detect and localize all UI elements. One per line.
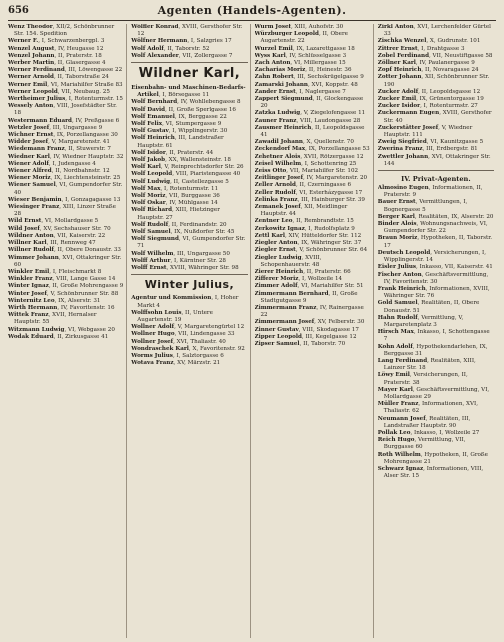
directory-entry: Berger Karl, Realitäten, IX, Alserstr. 20 [377, 213, 494, 220]
directory-entry: Willner Rudolf, II, Obere Donaustr. 33 [8, 247, 121, 254]
advertisement-name: Winter Julius, [144, 278, 235, 292]
directory-entry: Frank Heinrich, Informationen, XVIII, Währinger Str. 76 [377, 285, 490, 300]
directory-entry: Zirkl Anton, XVI, Lerchenfelder Gürtel 33 [377, 24, 491, 38]
directory-entry: Wolf Adolf, II, Taborstr. 52 [131, 45, 210, 52]
directory-entry: Zemanek Josef, XII, Meidlinger Hauptstr. 44 [254, 204, 348, 218]
directory-entry: Wurm Josef, XIII, Auhofstr. 30 [254, 24, 344, 30]
directory-entry: Almosino Eugen, Informationen, II, Praterstr. 9 [377, 185, 483, 199]
directory-entry: Wiedner Karl, IV, Wiedner Hauptstr. 32 [8, 153, 124, 160]
directory-entry: Wittek Franz, XVII, Hernalser Hauptstr. 55 [8, 312, 97, 326]
directory-entry: Eisenbahn- und Maschinen-Bedarfs-Artikel, I, Börsegasse 11 [131, 85, 246, 99]
directory-entry: Zawadil Johann, X, Quellenstr. 70 [254, 139, 354, 146]
directory-entry: Zeller Rudolf, VI, Esterházygasse 17 [254, 189, 363, 196]
directory-entry: Wolf Alexander, VII, Zollergasse 7 [131, 52, 233, 59]
directory-entry: Zehetner Alois, XVII, Rötzergasse 12 [254, 153, 364, 160]
directory-entry: Zucker Adolf, II, Leopoldsgasse 12 [377, 88, 481, 95]
directory-entry: Braun Moriz, Hypotheken, II, Taborstr. 17 [377, 235, 493, 249]
directory-entry: Kohn Adolf, Hypothekendarlehen, IX, Berggasse 31 [377, 343, 488, 357]
directory-entry: Zittrer Ernst, I, Drahtgasse 3 [377, 45, 465, 52]
directory-entry: Zeiss Otto, VII, Mariahilfer Str. 102 [254, 168, 359, 175]
directory-entry: Wolf Felix, VI, Stumpergasse 9 [131, 121, 222, 128]
directory-entry: Ziegler Ernst, V, Schönbrunner Str. 64 [254, 247, 368, 254]
directory-entry: Wolf David, II, Große Sperlgasse 16 [131, 106, 236, 113]
directory-entry: Wölfner Hermann, I, Salzgries 17 [131, 38, 232, 45]
directory-entry: Zerkowitz Ignaz, I, Rudolfsplatz 9 [254, 225, 355, 232]
directory-entry: Pollak Leo, Inkasso, I, Wollzeile 27 [377, 429, 480, 436]
directory-entry: Wolf Oskar, IV, Mühlgasse 14 [131, 200, 218, 207]
directory-entry: Wollner Josef, XVI, Thaliastr. 40 [131, 338, 226, 345]
directory-entry: Wolffsohn Louis, II, Untere Augartenstr. 19 [131, 309, 213, 323]
directory-entry: Widder Josef, V, Margaretenstr. 41 [8, 139, 110, 146]
directory-entry: Wichner Ernst, IX, Porzellangasse 30 [8, 132, 118, 139]
directory-entry: Werner Leopold, VII, Neubaug. 25 [8, 88, 110, 95]
directory-entry: Wolf Moriz, VII, Burggasse 36 [131, 193, 220, 200]
directory-entry: Zobel Ferdinand, VII, Neustiftgasse 58 [377, 52, 493, 59]
directory-entry: Zeisel Wilhelm, I, Schottenring 25 [254, 160, 357, 167]
directory-entry: Zentner Leo, II, Rembrandtstr. 15 [254, 218, 354, 225]
directory-entry: Wolf Bernhard, IV, Wohllebengasse 8 [131, 99, 241, 106]
directory-entry: Zeitlinger Josef, IV, Margaretenstr. 20 [254, 175, 368, 182]
directory-entry: Zwettler Johann, XVI, Ottakringer Str. 144 [377, 153, 491, 167]
directory-entry: Müller Franz, Informationen, XVI, Thaliastr. 62 [377, 401, 479, 415]
directory-entry: Wiener Adolf, I, Judengasse 4 [8, 160, 96, 167]
divider [131, 274, 247, 275]
directory-entry: Schwarz Ignaz, Informationen, VIII, Alser Str. 15 [377, 465, 484, 480]
directory-entry: Werner Emil, VI, Mariahilfer Straße 83 [8, 81, 123, 88]
directory-entry: Gold Samuel, Realitäten, II, Obere Donaustr. 51 [377, 300, 480, 314]
directory-entry: Wolf Samuel, IX, Nußdorfer Str. 45 [131, 229, 235, 236]
directory-entry: Zwerina Franz, III, Erdbergstr. 81 [377, 146, 478, 153]
directory-entry: Wiedemann Franz, II, Stuwerstr. 7 [8, 146, 111, 153]
directory-entry: Wölfler Konrad, XVIII, Gersthofer Str. 12 [131, 24, 243, 38]
directory-entry: Westermann Eduard, IV, Preßgasse 6 [8, 117, 120, 124]
directory-entry: Wollner Adolf, V, Margaretengürtel 12 [131, 324, 245, 331]
advertisement-name: Wildner Karl, [138, 66, 241, 82]
directory-entry: Zopf Heinrich, II, Novaragasse 24 [377, 67, 479, 74]
directory-entry: Winkler Franz, VIII, Lange Gasse 14 [8, 276, 116, 283]
directory-entry: Ziegler Ludwig, XVIII, Schopenhauerstr. 48 [254, 254, 322, 268]
directory-entry: Zischka Wenzel, X, Gudrunstr. 101 [377, 38, 481, 45]
directory-entry: Zatzka Ludwig, V, Ziegelofengasse 11 [254, 110, 366, 117]
directory-entry: Zach Anton, VI, Millergasse 15 [254, 60, 346, 67]
directory-entry: Zamarski Johann, XVI, Koppstr. 48 [254, 81, 358, 88]
divider [378, 170, 494, 171]
directory-entry: Zeller Arnold, II, Czerningasse 6 [254, 182, 352, 189]
directory-entry: Ziegler Anton, IX, Währinger Str. 37 [254, 240, 362, 247]
directory-entry: Wolff Arthur, I, Kärntner Str. 28 [131, 257, 226, 264]
directory-entry: Wessely Anton, VIII, Josefstädter Str. 18 [8, 103, 117, 117]
directory-entry: Wetzler Josef, III, Ungargasse 9 [8, 124, 103, 131]
directory-entry: Wolf Rudolf, II, Ferdinandstr. 20 [131, 221, 227, 228]
directory-entry: Hirsch Max, Inkasso, I, Schottengasse 7 [377, 329, 490, 343]
divider [131, 62, 247, 63]
directory-entry: Wondraschek Karl, X, Favoritenstr. 92 [131, 345, 245, 352]
directory-entry: Zeckendorf Max, IX, Porzellangasse 53 [254, 146, 370, 153]
directory-entry: Wolff Ernst, XVIII, Währinger Str. 98 [131, 265, 239, 272]
column-1 [8, 24, 127, 638]
directory-entry: Zucker Emil, IX, Grünentorgasse 19 [377, 96, 484, 103]
directory-entry: Deutsch Leopold, Versicherungen, I, Wipplingerstr. 14 [377, 249, 486, 264]
directory-entry: Wolf Max, I, Rotenturmstr. 11 [131, 185, 219, 192]
directory-entry: Wiener Moriz, IX, Liechtensteinstr. 25 [8, 175, 121, 182]
directory-entry: Willner Karl, III, Rennweg 47 [8, 240, 96, 247]
directory-entry: Zausmer Heinrich, II, Leopoldsgasse 41 [254, 124, 365, 139]
directory-entry: Wild Ernst, VI, Mollardgasse 5 [8, 218, 99, 225]
directory-entry: Zucker Isidor, I, Rotenturmstr. 27 [377, 103, 478, 110]
page-number: 656 [8, 5, 29, 16]
directory-entry: Werber Martin, II, Glasergasse 4 [8, 60, 106, 67]
directory-entry: Hahn Rudolf, Vermittlung, V, Margaretenplatz 3 [377, 314, 464, 328]
directory-entry: Agentur und Kommission, I, Hoher Markt 4 [131, 295, 239, 309]
directory-entry: Wiener Alfred, II, Nordbahnstr. 12 [8, 168, 110, 175]
directory-entry: Zimmermann Josef, XV, Felberstr. 30 [254, 319, 365, 326]
directory-entry: Lang Ferdinand, Realitäten, XIII, Lainzer Str. 18 [377, 357, 476, 372]
directory-entry: Zauner Franz, VIII, Laudongasse 28 [254, 117, 361, 124]
directory-entry: Binder Alois, Wohnungsnachweis, VI, Gumpendorfer Str. 22 [377, 221, 488, 235]
directory-entry: Werner F., I, Schwarzenbergpl. 3 [8, 38, 105, 45]
directory-entry: Zifferer Moriz, I, Wollzeile 14 [254, 276, 343, 283]
directory-entry: Werner Ferdinand, III, Löwengasse 22 [8, 67, 123, 74]
directory-entry: Löwy Emil, Versicherungen, II, Praterstr. 38 [377, 372, 468, 386]
directory-entry: Roth Wilhelm, Hypotheken, II, Große Mohrengasse 21 [377, 451, 488, 465]
directory-entry: Zahn Robert, III, Sechskrügelgasse 9 [254, 74, 364, 81]
directory-entry: Zettl Karl, XIV, Hütteldorfer Str. 112 [254, 232, 362, 239]
directory-entry: Zelinka Franz, III, Hainburger Str. 39 [254, 196, 365, 203]
directory-entry: Neumann Josef, Realitäten, III, Landstraßer Hauptstr. 90 [377, 415, 471, 429]
directory-entry: Zuckerstätter Josef, V, Wiedner Hauptstr. 111 [377, 124, 473, 139]
columns [8, 24, 496, 638]
directory-entry: Fischer Anton, Geschäftsvermittlung, IV, Favoritenstr. 30 [377, 271, 489, 285]
column-2 [131, 24, 250, 638]
directory-entry: Wolf Karl, V, Reinprechtsdorfer Str. 26 [131, 164, 244, 171]
directory-entry: Zierer Heinrich, II, Praterstr. 66 [254, 268, 351, 275]
directory-entry: Zimmermann Franz, IV, Rainergasse 22 [254, 304, 364, 319]
directory-entry: Winternitz Leo, IX, Alserstr. 31 [8, 297, 101, 304]
directory-entry: Worms Julius, I, Salztorgasse 6 [131, 352, 224, 359]
directory-entry: Wolf Richard, XIII, Hietzinger Hauptstr. 27 [131, 207, 220, 221]
directory-entry: Zipser Samuel, II, Taborstr. 70 [254, 340, 346, 347]
directory-entry: Wolf Jakob, XX, Wallensteinstr. 18 [131, 157, 231, 164]
directory-entry: Wyss Karl, IV, Schlüsselgasse 3 [254, 52, 347, 59]
directory-entry: Winter Ignaz, II, Große Mohrengasse 9 [8, 283, 124, 290]
directory-entry: Wolf Siegmund, VI, Gumpendorfer Str. 71 [131, 236, 246, 250]
directory-entry: Werner Arnold, II, Taborstraße 24 [8, 74, 109, 81]
directory-entry: Wolf Isidor, II, Praterstr. 44 [131, 149, 214, 156]
directory-entry: Zimmer Adolf, VI, Mariahilfer Str. 51 [254, 283, 364, 290]
column-4 [378, 24, 496, 638]
section-heading: IV. Privat-Agenten. [401, 175, 471, 184]
directory-entry: Wodak Eduard, II, Zirkusgasse 41 [8, 333, 109, 340]
directory-entry: Reich Hugo, Vermittlung, VII, Burggasse 60 [377, 437, 466, 451]
directory-entry: Würzburger Leopold, II, Obere Augartenstr. 22 [254, 31, 348, 45]
directory-entry: Winter Josef, V, Schönbrunner Str. 88 [8, 290, 119, 297]
directory-entry: Wild Josef, XV, Sechshauser Str. 70 [8, 225, 111, 232]
directory-entry: Wertheimer Julius, I, Rotenturmstr. 15 [8, 96, 123, 103]
directory-entry: Eisler Julius, Inkasso, VII, Kaiserstr. 41 [377, 264, 493, 271]
directory-entry: Wiesinger Franz, XIII, Linzer Straße 28 [8, 204, 116, 218]
directory-entry: Zimmermann Bernhard, II, Große Stadtgutgasse 9 [254, 290, 358, 304]
page-header [8, 4, 496, 21]
directory-entry: Wenz Theodor, XII/2, Schönbrunner Str. 154. Spedition [8, 24, 115, 38]
directory-entry: Wollner Hugo, VII, Lindengasse 33 [131, 331, 235, 338]
directory-entry: Zöllner Karl, IV, Paulanergasse 9 [377, 60, 475, 67]
directory-entry: Zappert Siegmund, II, Glockengasse 20 [254, 96, 364, 110]
directory-entry: Wimmer Johann, XVI, Ottakringer Str. 60 [8, 254, 122, 268]
directory-entry: Zacharias Moriz, II, Heinestr. 36 [254, 67, 352, 74]
directory-entry: Zander Ernst, I, Naglergasse 7 [254, 88, 346, 95]
directory-entry: Wildner Anton, VII, Kaiserstr. 22 [8, 232, 106, 239]
directory-entry: Wolf Emanuel, IX, Berggasse 22 [131, 113, 227, 120]
directory-entry: Wotava Franz, XV, Märzstr. 21 [131, 360, 221, 367]
directory-entry: Wolf Wilhelm, III, Ungargasse 50 [131, 250, 230, 257]
directory-entry: Zuckermann Eugen, XVIII, Gersthofer Str. 40 [377, 110, 492, 124]
directory-entry: Witzmann Ludwig, VI, Webgasse 20 [8, 326, 115, 333]
directory-entry: Zotter Johann, XII, Schönbrunner Str. 190 [377, 74, 490, 88]
directory-entry: Zweig Siegfried, VI, Kaunitzgasse 5 [377, 139, 484, 146]
directory-entry: Wolf Heinrich, III, Landstraßer Hauptstr. 61 [131, 135, 224, 149]
directory-entry: Wurzel Emil, IX, Lazarettgasse 18 [254, 45, 355, 52]
directory-entry: Wolf Ludwig, II, Castellezgasse 5 [131, 178, 229, 185]
directory-entry: Wolf Leopold, VIII, Piaristengasse 40 [131, 171, 241, 178]
directory-entry: Zinner Gustav, VIII, Skodagasse 17 [254, 326, 359, 333]
directory-entry: Mayer Karl, Geschäftsvermittlung, VI, Mollardgasse 29 [377, 386, 490, 400]
directory-entry: Zipper Leopold, III, Kegelgasse 12 [254, 333, 357, 340]
column-3 [255, 24, 374, 638]
directory-entry: Wieser Benjamin, I, Gonzagagasse 13 [8, 196, 121, 203]
directory-entry: Wenzel August, IV, Heugasse 12 [8, 45, 104, 52]
directory-entry: Bauer Ernst, Vermittlungen, I, Bognergasse 5 [377, 199, 468, 213]
directory-entry: Wenzel Johann, II, Praterstr. 18 [8, 52, 102, 59]
directory-entry: Wolf Gustav, I, Wipplingerstr. 30 [131, 128, 228, 135]
directory-entry: Wirth Hermann, IV, Favoritenstr. 16 [8, 304, 115, 311]
page-title: Agenten (Handels-Agenten). [157, 4, 347, 17]
directory-entry: Wiener Samuel, VI, Gumpendorfer Str. 40 [8, 182, 123, 196]
directory-entry: Winkler Emil, I, Fleischmarkt 8 [8, 268, 102, 275]
